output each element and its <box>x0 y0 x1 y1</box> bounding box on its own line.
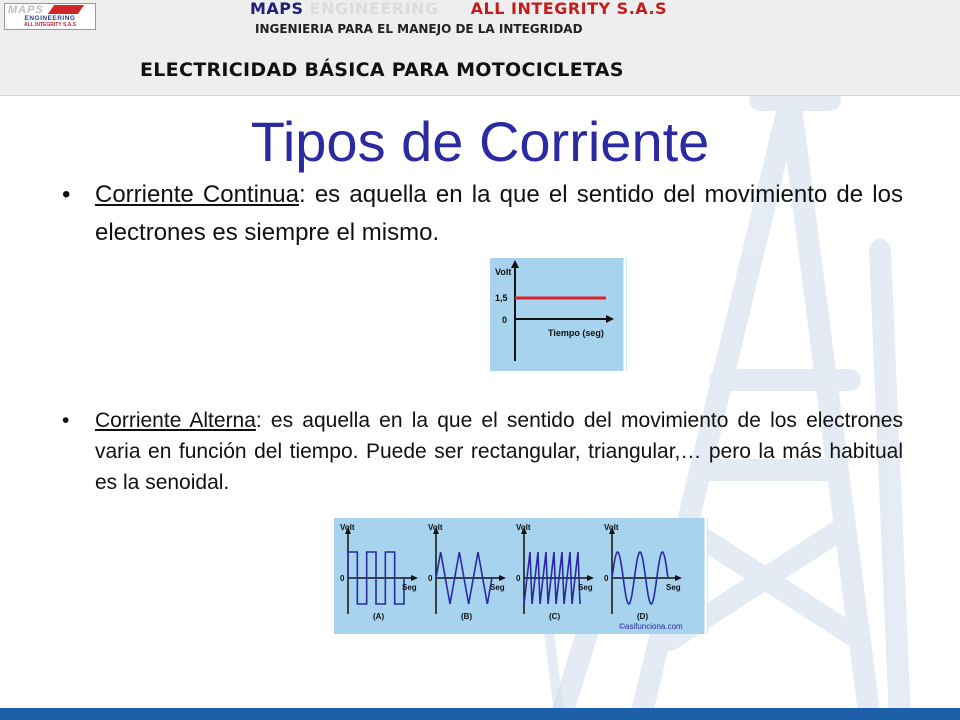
header-subtitle: INGENIERIA PARA EL MANEJO DE LA INTEGRIDAD <box>255 22 583 36</box>
header-band <box>0 0 960 96</box>
bottom-bar <box>0 708 960 720</box>
term-corriente-alterna: Corriente Alterna <box>95 409 256 432</box>
brand-engineering: ENGINEERING <box>309 0 439 18</box>
ac-panel-b-y-label: Volt <box>428 523 443 532</box>
ac-panel-c-x-label: Seg <box>578 583 593 592</box>
ac-chart-credit: ©asifunciona.com <box>619 622 683 631</box>
definition-corriente-continua: : es aquella en la que el sentido del movimiento de los electrones es siempre el mismo. <box>95 181 903 246</box>
slide-title: Tipos de Corriente <box>250 110 710 173</box>
ac-panel-d-y-label: Volt <box>604 523 619 532</box>
ac-waveform-chart <box>334 518 708 634</box>
ac-panel-b-x-label: Seg <box>490 583 505 592</box>
ac-panel-d-caption: (D) <box>637 612 649 621</box>
bullet-marker: • <box>62 181 71 208</box>
logo-red-slash <box>48 5 84 14</box>
brand-line <box>250 0 667 18</box>
ac-panel-c-caption: (C) <box>549 612 561 621</box>
dc-y-axis-label: Volt <box>495 267 512 277</box>
bullet-alternating-current <box>62 405 903 498</box>
company-logo <box>4 3 96 30</box>
ac-panel-c-y-label: Volt <box>516 523 531 532</box>
dc-x-axis-label: Tiempo (seg) <box>548 328 604 338</box>
logo-engineering-text: ENGINEERING <box>24 15 76 22</box>
ac-panel-b-caption: (B) <box>461 612 473 621</box>
dc-tick-level: 1,5 <box>495 293 508 303</box>
definition-corriente-alterna: : es aquella en la que el sentido del movimiento de los electrones varia en función del tiempo. Puede ser rectangular, triangular,… pero la más habitual es la senoidal. <box>95 409 903 494</box>
ac-chart-background <box>334 518 708 634</box>
bullet-marker: • <box>62 409 70 432</box>
course-title: ELECTRICIDAD BÁSICA PARA MOTOCICLETAS <box>140 59 624 81</box>
ac-panel-d-zero-label: 0 <box>604 574 609 583</box>
ac-panel-d-x-label: Seg <box>666 583 681 592</box>
ac-panel-c-zero-label: 0 <box>516 574 521 583</box>
brand-maps: MAPS <box>250 0 304 18</box>
ac-panel-a-caption: (A) <box>373 612 385 621</box>
dc-voltage-chart <box>490 258 627 371</box>
bullet-direct-current <box>62 176 903 252</box>
brand-integrity: ALL INTEGRITY S.A.S <box>470 0 668 18</box>
ac-panel-a-zero-label: 0 <box>340 574 345 583</box>
ac-panel-a-y-label: Volt <box>340 523 355 532</box>
ac-panel-b-zero-label: 0 <box>428 574 433 583</box>
ac-panel-a-x-label: Seg <box>402 583 417 592</box>
term-corriente-continua: Corriente Continua <box>95 181 299 208</box>
logo-integrity-text: ALL INTEGRITY S.A.S <box>23 22 77 28</box>
logo-maps-text: MAPS <box>8 4 44 16</box>
dc-tick-zero: 0 <box>502 315 508 325</box>
